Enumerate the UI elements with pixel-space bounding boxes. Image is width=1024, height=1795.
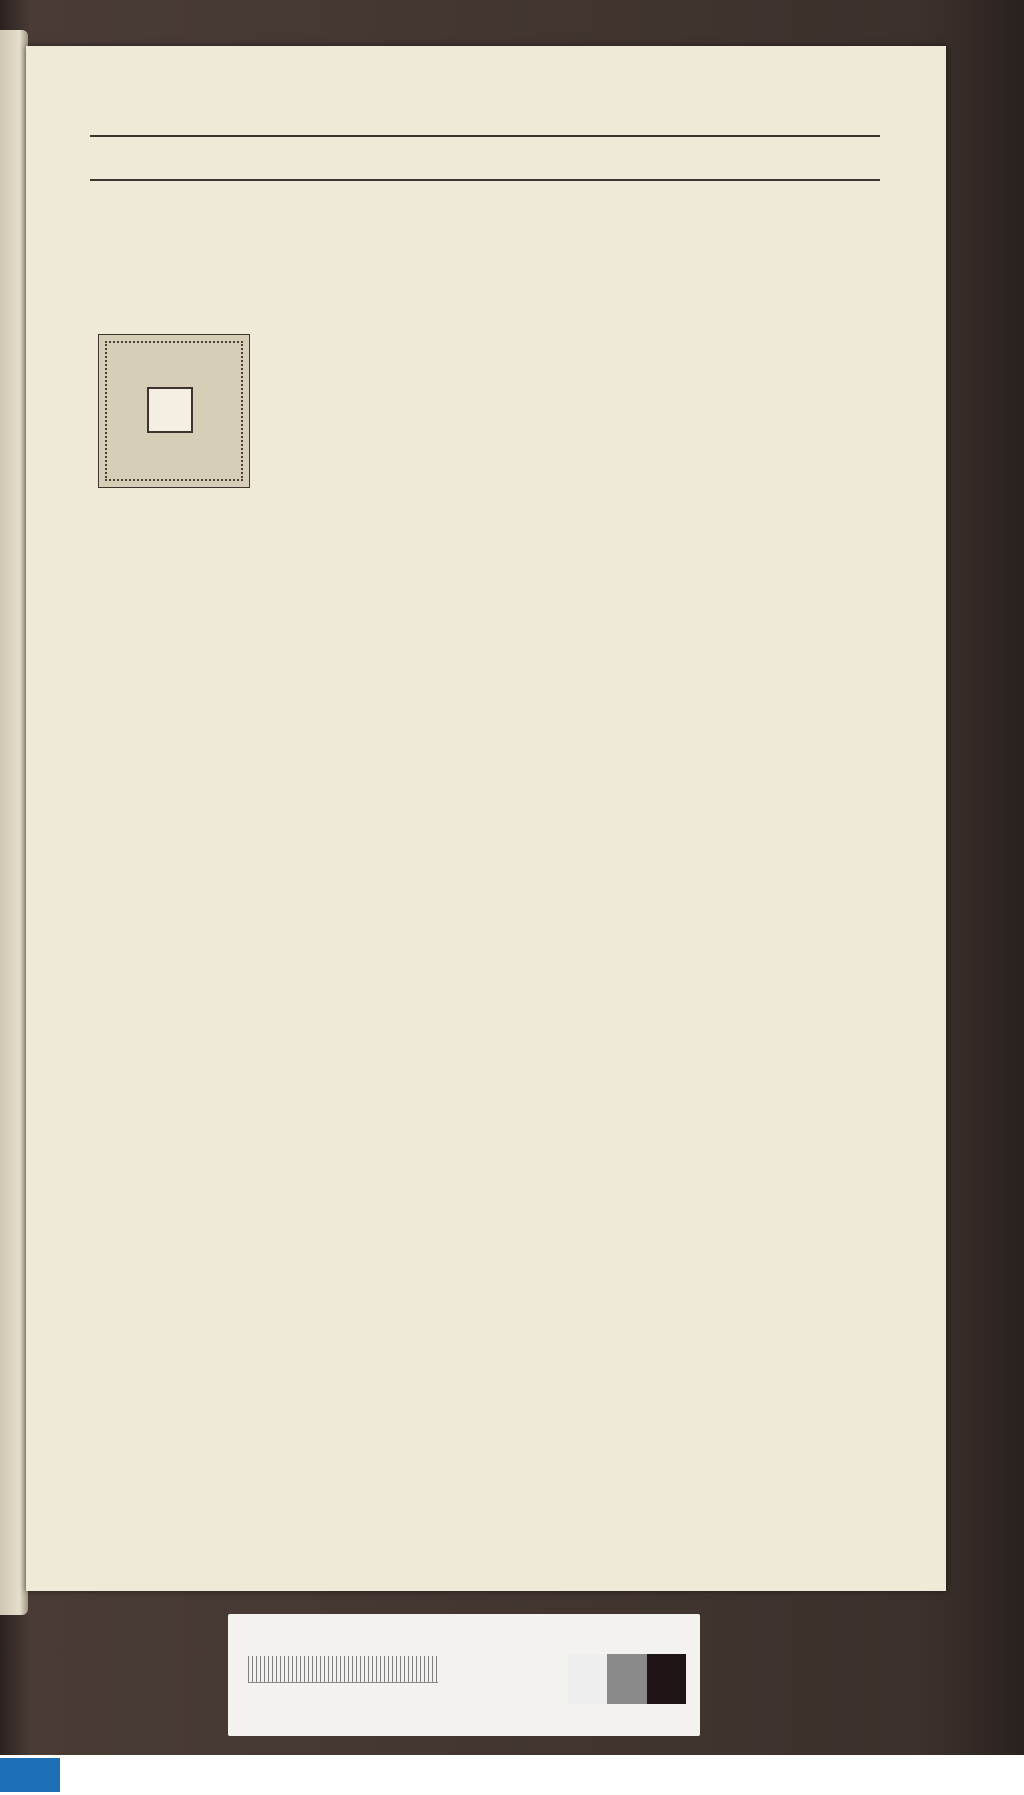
dfg-logo	[0, 1758, 60, 1792]
initial-letter-box	[147, 387, 193, 433]
facing-page-edge	[0, 30, 28, 1615]
swatch-gray	[607, 1654, 646, 1704]
top-rule	[90, 135, 880, 137]
swatch-black	[647, 1654, 686, 1704]
library-color-card	[228, 1614, 700, 1736]
document-page	[26, 46, 946, 1591]
swatch-white	[568, 1654, 607, 1704]
second-rule	[90, 179, 880, 181]
ornamental-initial	[98, 334, 250, 488]
gray-scale-swatches	[568, 1654, 686, 1704]
measurement-ruler	[248, 1656, 438, 1683]
bottom-bar	[0, 1755, 1024, 1795]
